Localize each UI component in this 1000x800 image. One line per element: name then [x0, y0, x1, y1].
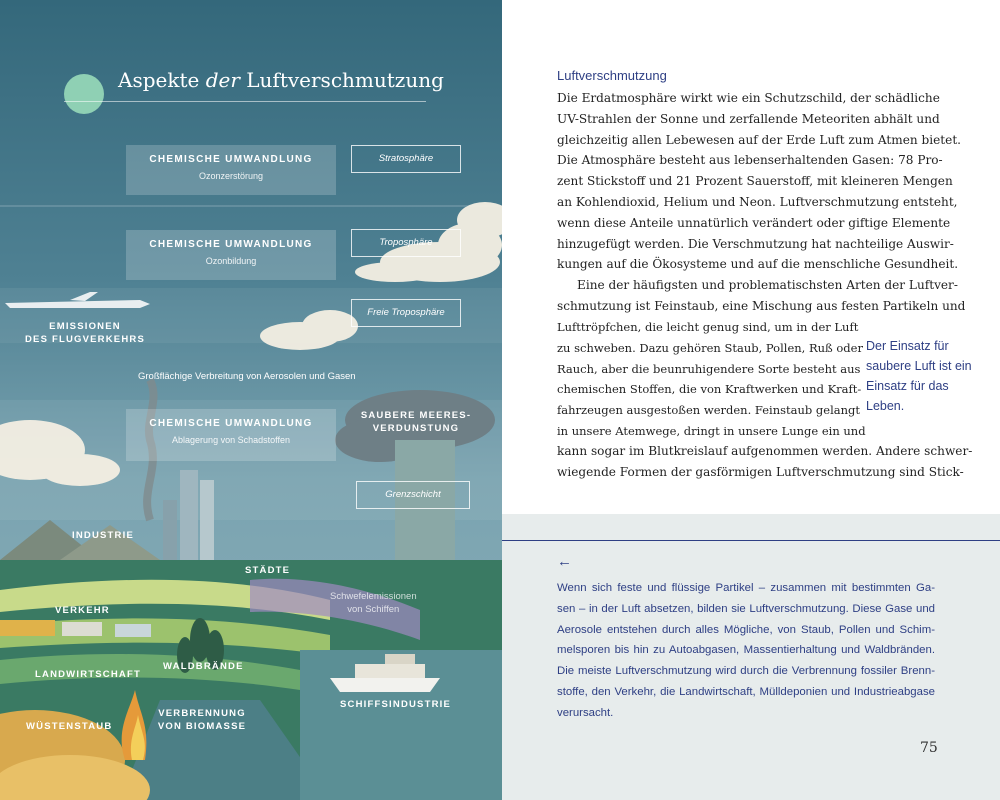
label-cities: STÄDTE: [245, 565, 291, 576]
text-line: Die Erdatmosphäre wirkt wie ein Schutzschild, der schädliche: [557, 91, 940, 105]
text-line: wenn diese Anteile unnatürlich verändert oder giftige Elemente: [557, 215, 951, 230]
chem-box-sub: Ozonbildung: [205, 256, 257, 266]
layer-boundary: Grenzschicht: [356, 481, 470, 509]
text-line: Die Atmosphäre besteht aus lebenserhaltenden Gasen: 78 Pro-: [557, 153, 943, 168]
label-shipping: SCHIFFSINDUSTRIE: [340, 699, 452, 710]
note-divider: [502, 540, 1000, 541]
paragraph-2-end: [557, 441, 973, 483]
paragraph-2-start: [557, 275, 966, 317]
chem-box-sub: Ozonzerstörung: [198, 171, 264, 181]
text-line: Aerosole entstehen durch alles Mögliche, von Staub, Pollen und Schim-: [557, 623, 935, 636]
layer-stratosphere: Stratosphäre: [351, 145, 461, 173]
paragraph-2-narrow: [557, 317, 866, 442]
text-line: kungen auf die Ökosysteme und auf die menschliche Gesundheit.: [557, 257, 959, 272]
text-line: Eine der häufigsten und problematischsten Arten der Luftver-: [577, 278, 958, 292]
pull-quote: Der Einsatz für saubere Luft ist ein Einsatz für das Leben.: [866, 339, 972, 413]
text-line: in unsere Atemwege, dringt in unsere Lunge ein und: [557, 423, 866, 438]
arrow-left-icon[interactable]: ←: [557, 553, 572, 570]
note-text: [557, 578, 935, 724]
section-title: Luftverschmutzung: [557, 68, 667, 83]
factory-icon: [64, 74, 104, 114]
label-wildfires: WALDBRÄNDE: [163, 661, 244, 672]
paragraph-1: [557, 88, 962, 275]
text-line: kann sogar im Blutkreislauf aufgenommen werden. Andere schwer-: [557, 444, 973, 458]
chem-box-ozone-depletion: [126, 145, 336, 195]
text-line: verursacht.: [557, 706, 614, 719]
text-line: schmutzung ist Feinstaub, eine Mischung aus festen Partikeln und: [557, 298, 966, 313]
text-line: zu schweben. Dazu gehören Staub, Pollen, Ruß oder: [557, 340, 863, 355]
title-divider: [64, 101, 426, 102]
text-line: Lufttröpfchen, die leicht genug sind, um in der Luft: [557, 320, 859, 334]
text-line: fahrzeugen ausgestoßen werden. Feinstaub gelangt: [557, 403, 861, 418]
text-line: an Kohlendioxid, Helium und Neon. Luftverschmutzung entsteht,: [557, 194, 958, 209]
label-agriculture: LANDWIRTSCHAFT: [35, 669, 141, 680]
page-number: 75: [920, 740, 938, 756]
label-ship-sulfur: Schwefelemissionen von Schiffen: [330, 591, 417, 615]
text-line: Rauch, aber die beunruhigendere Sorte besteht aus: [557, 361, 861, 376]
label-desert-dust: WÜSTENSTAUB: [26, 721, 113, 732]
text-line: stoffe, den Verkehr, die Landwirtschaft, Mülldeponien und Industrieabgase: [557, 685, 935, 698]
label-industry: INDUSTRIE: [72, 530, 134, 541]
layer-free-troposphere: Freie Troposphäre: [351, 299, 461, 327]
text-line: gleichzeitig allen Lebewesen auf der Erde Luft zum Atmen bietet.: [557, 132, 962, 147]
text-line: UV-Strahlen der Sonne und zerfallende Meteoriten abhält und: [557, 111, 940, 126]
chem-box-heading: CHEMISCHE UMWANDLUNG: [149, 418, 313, 429]
text-line: Die meiste Luftverschmutzung wird durch die Verbrennung fossiler Brenn-: [557, 665, 935, 678]
illustration-title: Aspekte der Luftverschmutzung: [118, 68, 444, 92]
chem-box-ozone-formation: [126, 230, 336, 280]
label-traffic: VERKEHR: [55, 605, 110, 616]
chem-box-deposition: [126, 409, 336, 461]
text-line: wiegende Formen der gasförmigen Luftverschmutzung sind Stick-: [557, 464, 964, 479]
text-line: sen – in der Luft absetzen, bilden sie Luftverschmutzung. Diese Gase und: [557, 602, 935, 615]
text-line: zent Stickstoff und 21 Prozent Sauerstoff, mit kleineren Mengen: [557, 174, 953, 189]
chem-box-heading: CHEMISCHE UMWANDLUNG: [149, 239, 313, 250]
label-aviation-emissions: EMISSIONEN DES FLUGVERKEHRS: [24, 321, 146, 345]
text-line: melsporen bis hin zu Autoabgasen, Massentierhaltung und Waldbränden.: [557, 644, 935, 657]
label-biomass-burning: VERBRENNUNG VON BIOMASSE: [157, 708, 247, 732]
text-line: hinzugefügt werden. Die Verschmutzung hat nachteilige Auswir-: [557, 236, 954, 251]
label-aerosols: Großflächige Verbreitung von Aerosolen und Gasen: [138, 371, 356, 382]
label-sea-evaporation: SAUBERE MEERES- VERDUNSTUNG: [360, 410, 472, 434]
text-line: Wenn sich feste und flüssige Partikel – zusammen mit bestimmten Ga-: [557, 582, 935, 594]
text-line: chemischen Stoffen, die von Kraftwerken und Kraft-: [557, 382, 862, 397]
chem-box-sub: Ablagerung von Schadstoffen: [172, 435, 290, 445]
chem-box-heading: CHEMISCHE UMWANDLUNG: [149, 154, 313, 165]
layer-troposphere: Troposphäre: [351, 229, 461, 257]
